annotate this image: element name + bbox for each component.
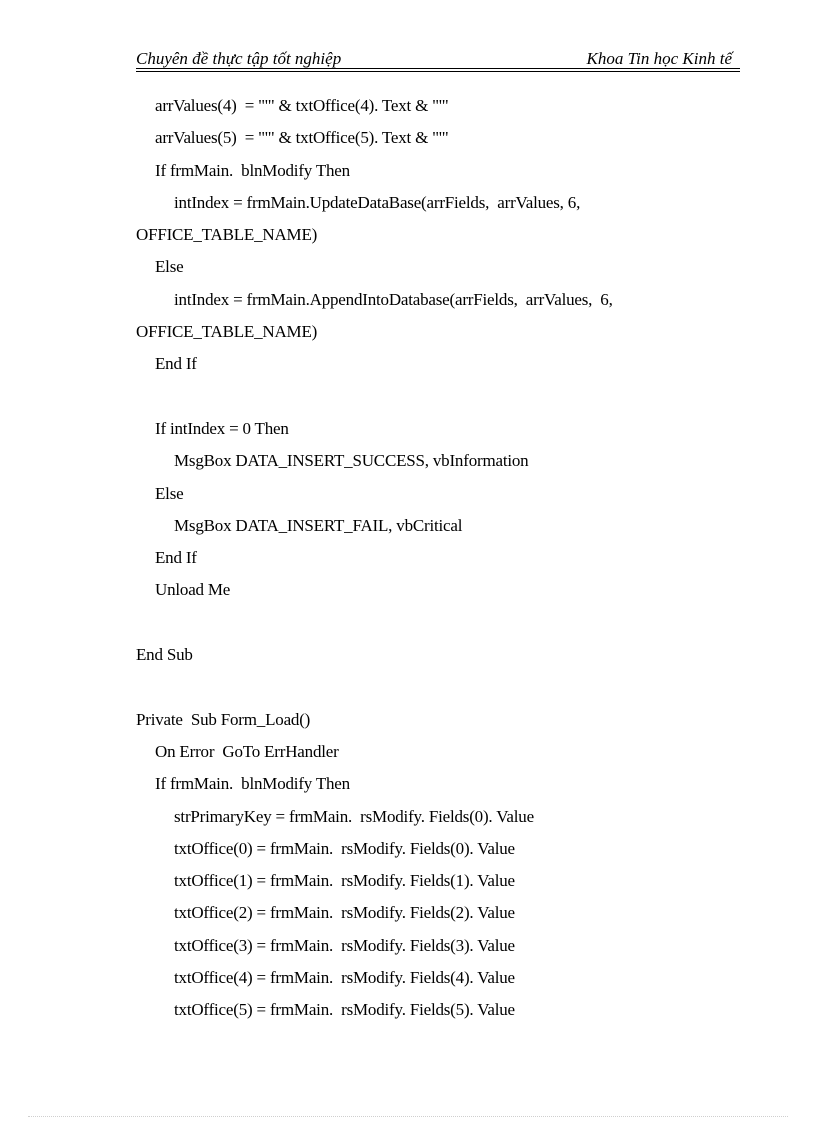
code-line: intIndex = frmMain.UpdateDataBase(arrFields, arrValues, 6,	[174, 192, 581, 212]
code-line: txtOffice(4) = frmMain. rsModify. Fields(4). Value	[174, 968, 515, 988]
page-header	[136, 48, 740, 72]
code-line: arrValues(5) = "'" & txtOffice(5). Text & "'"	[155, 128, 449, 148]
code-line: arrValues(4) = "'" & txtOffice(4). Text & "'"	[155, 96, 449, 115]
code-line: If frmMain. blnModify Then	[155, 774, 350, 794]
code-line: Else	[155, 257, 184, 277]
header-department: Khoa Tin học Kinh tế	[586, 49, 732, 68]
code-line: End If	[155, 354, 197, 374]
code-line	[136, 381, 736, 413]
code-line: End If	[155, 548, 197, 568]
code-line: On Error GoTo ErrHandler	[155, 741, 339, 761]
code-line: Private Sub Form_Load()	[136, 709, 311, 729]
code-line: intIndex = frmMain.AppendIntoDatabase(arrFields, arrValues, 6,	[174, 289, 613, 309]
code-line: txtOffice(5) = frmMain. rsModify. Fields(5). Value	[174, 1000, 515, 1020]
code-line: MsgBox DATA_INSERT_SUCCESS, vbInformation	[174, 451, 529, 471]
code-line: OFFICE_TABLE_NAME)	[136, 225, 318, 245]
code-line: Else	[155, 483, 184, 503]
code-line: txtOffice(0) = frmMain. rsModify. Fields(0). Value	[174, 838, 515, 858]
code-line: txtOffice(2) = frmMain. rsModify. Fields(2). Value	[174, 903, 515, 923]
header-document-title: Chuyên đề thực tập tốt nghiệp	[136, 49, 342, 68]
code-line: txtOffice(1) = frmMain. rsModify. Fields(1). Value	[174, 871, 515, 891]
code-line: OFFICE_TABLE_NAME)	[136, 322, 318, 342]
code-line: Unload Me	[155, 580, 231, 600]
code-line: MsgBox DATA_INSERT_FAIL, vbCritical	[174, 515, 463, 535]
code-line: txtOffice(3) = frmMain. rsModify. Fields(3). Value	[174, 935, 515, 955]
code-line: End Sub	[136, 645, 193, 665]
header-rule	[136, 68, 740, 69]
footer-rule	[28, 1116, 788, 1117]
header-rule-thin	[136, 71, 740, 72]
code-line	[136, 671, 736, 703]
code-line: If intIndex = 0 Then	[155, 418, 289, 438]
code-listing	[136, 90, 736, 1027]
code-line: strPrimaryKey = frmMain. rsModify. Fields(0). Value	[174, 806, 534, 826]
code-line	[136, 607, 736, 639]
code-line: If frmMain. blnModify Then	[155, 160, 350, 180]
